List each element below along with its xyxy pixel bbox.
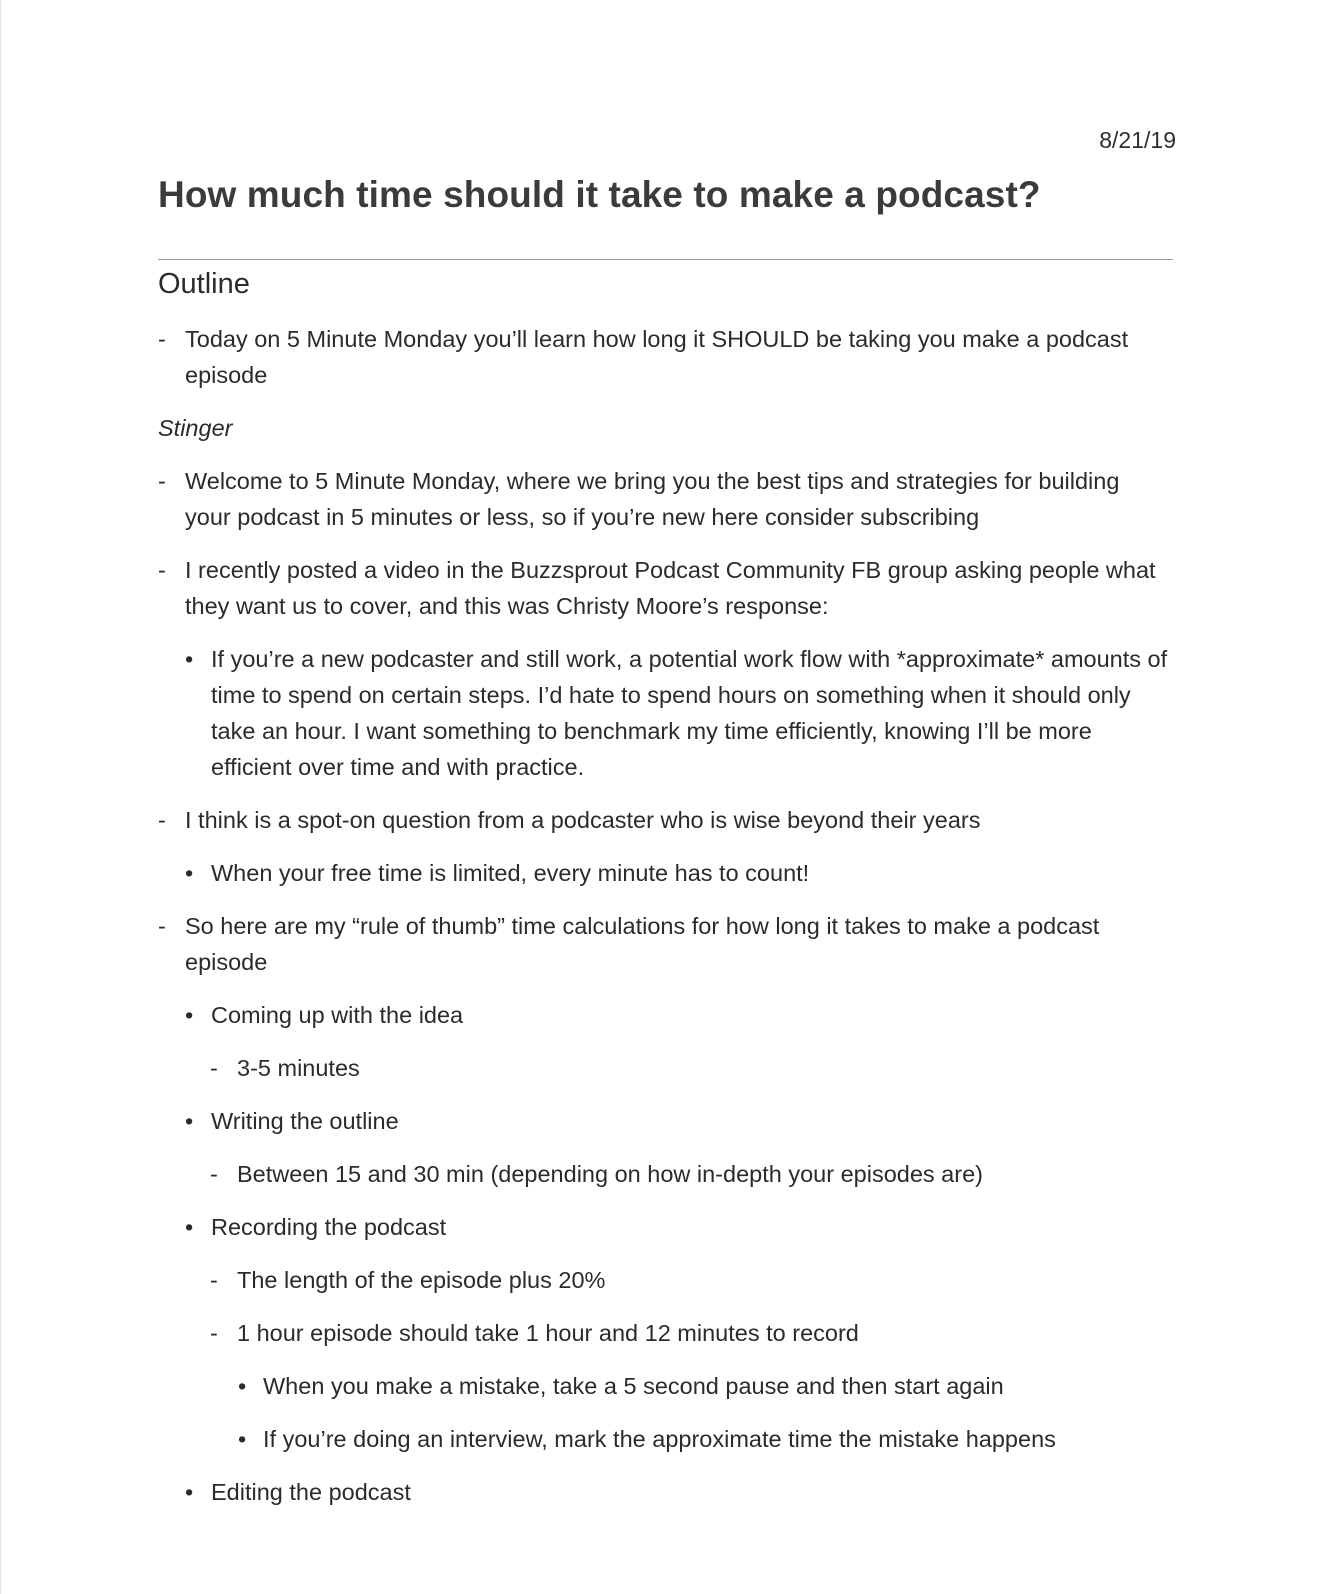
list-item-text: If you’re a new podcaster and still work, a potential work flow with *approximate* amounts of time to spend on certain steps. I’d hate to spend hours on something when it should only take an hour. I want something to benchmark my time efficiently, knowing I’ll be more efficient over time and with practice. <box>211 646 1168 780</box>
list-item <box>158 1368 1168 1404</box>
page-title: How much time should it take to make a podcast? <box>158 174 1041 215</box>
list-item-text: If you’re doing an interview, mark the approximate time the mistake happens <box>263 1426 1056 1452</box>
dash-marker: - <box>210 1055 218 1081</box>
list-item <box>158 1209 1168 1245</box>
list-item-text: Welcome to 5 Minute Monday, where we bring you the best tips and strategies for building your podcast in 5 minutes or less, so if you’re new here consider subscribing <box>185 468 1120 530</box>
bullet-marker: • <box>238 1373 247 1399</box>
list-item-text: Coming up with the idea <box>211 1002 464 1028</box>
bullet-marker: • <box>185 646 194 672</box>
bullet-marker: • <box>185 1479 194 1505</box>
dash-marker: - <box>210 1161 218 1187</box>
list-item <box>158 321 1168 393</box>
list-item <box>158 908 1168 980</box>
bullet-marker: • <box>185 1214 194 1240</box>
list-item <box>158 463 1168 535</box>
bullet-marker: • <box>185 860 194 886</box>
list-item <box>158 1262 1168 1298</box>
dash-marker: - <box>158 326 166 352</box>
dash-marker: - <box>210 1267 218 1293</box>
list-item-text: Editing the podcast <box>211 1479 411 1505</box>
dash-marker: - <box>158 807 166 833</box>
list-item <box>158 1315 1168 1351</box>
document-date: 8/21/19 <box>1099 127 1176 153</box>
list-item <box>158 1050 1168 1086</box>
list-item-text: Today on 5 Minute Monday you’ll learn how long it SHOULD be taking you make a podcast episode <box>185 326 1129 388</box>
dash-marker: - <box>158 913 166 939</box>
list-item-text: I think is a spot-on question from a podcaster who is wise beyond their years <box>185 807 981 833</box>
list-item-text: When your free time is limited, every minute has to count! <box>211 860 810 886</box>
bullet-marker: • <box>185 1108 194 1134</box>
list-item <box>158 855 1168 891</box>
dash-marker: - <box>158 468 166 494</box>
section-heading-outline: Outline <box>158 268 250 300</box>
list-item <box>158 552 1168 624</box>
list-item-text: So here are my “rule of thumb” time calculations for how long it takes to make a podcast episode <box>185 913 1100 975</box>
bullet-marker: • <box>185 1002 194 1028</box>
dash-marker: - <box>210 1320 218 1346</box>
list-item <box>158 802 1168 838</box>
list-item <box>158 1103 1168 1139</box>
list-item-text: 1 hour episode should take 1 hour and 12 minutes to record <box>237 1320 859 1346</box>
subsection-label: Stinger <box>158 415 233 441</box>
outline-content <box>158 321 1168 1527</box>
list-item <box>158 1421 1168 1457</box>
list-item-text: When you make a mistake, take a 5 second pause and then start again <box>263 1373 1004 1399</box>
list-item-text: I recently posted a video in the Buzzsprout Podcast Community FB group asking people what they want us to cover, and this was Christy Moore’s response: <box>185 557 1156 619</box>
dash-marker: - <box>158 557 166 583</box>
list-item-text: The length of the episode plus 20% <box>237 1267 606 1293</box>
title-divider <box>158 259 1173 260</box>
list-item-text: Recording the podcast <box>211 1214 447 1240</box>
list-item <box>158 641 1168 785</box>
list-item <box>158 1474 1168 1510</box>
list-item-text: Writing the outline <box>211 1108 399 1134</box>
list-item <box>158 997 1168 1033</box>
list-item <box>158 1156 1168 1192</box>
list-item-text: Between 15 and 30 min (depending on how in-depth your episodes are) <box>237 1161 983 1187</box>
bullet-marker: • <box>238 1426 247 1452</box>
list-item-text: 3-5 minutes <box>237 1055 360 1081</box>
